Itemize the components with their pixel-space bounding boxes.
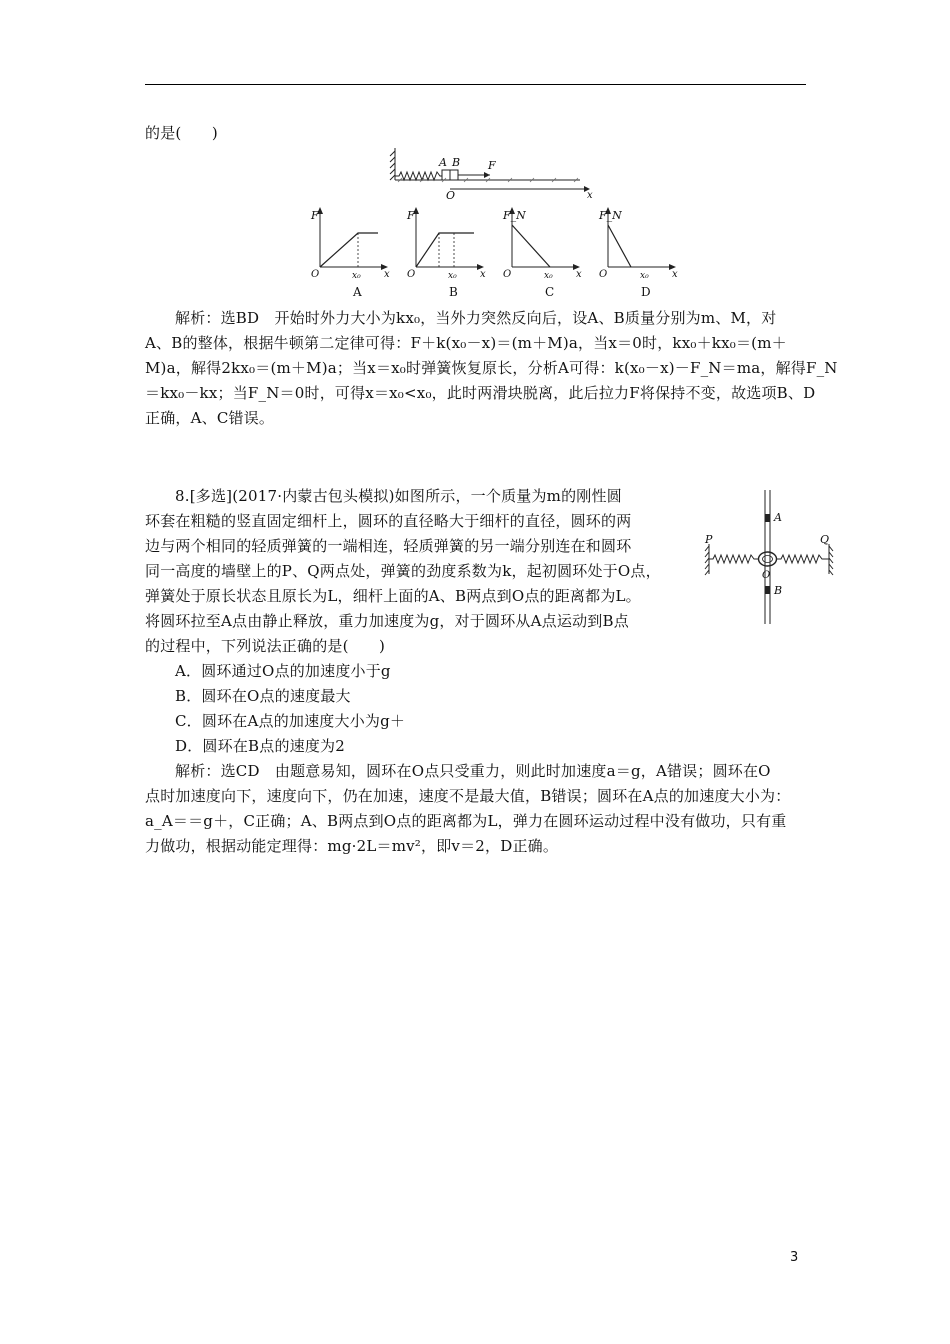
left-wall (705, 544, 709, 575)
q8-stem-line-2: 环套在粗糙的竖直固定细杆上，圆环的直径略大于细杆的直径，圆环的两 (145, 512, 632, 530)
graph-b-xlabel: x (480, 269, 486, 280)
q8-option-c: C．圆环在A点的加速度大小为g＋ (175, 712, 406, 730)
q8-stem-line-5: 弹簧处于原长状态且原长为L，细杆上面的A、B两点到O点的距离都为L。 (145, 587, 641, 605)
label-x: x (587, 190, 593, 201)
q7-solution-line-4: ＝kx₀－kx；当F_N＝0时，可得x＝x₀<x₀，此时两滑块脱离，此后拉力F将保持不变，故选项B、D (145, 384, 816, 402)
graph-c-tick: x₀ (544, 271, 553, 281)
graph-a-ylabel: F (311, 209, 319, 222)
option-d-label: D (641, 285, 651, 299)
q7-apparatus-figure (390, 145, 600, 200)
block-a (442, 170, 450, 180)
q8-solution-line-2: 点时加速度向下，速度向下，仍在加速，速度不是最大值，B错误；圆环在A点的加速度大小为： (145, 787, 791, 805)
label-b: B (774, 584, 783, 597)
graph-a-origin: O (311, 269, 320, 280)
graph-b-tick: x₀ (448, 271, 457, 281)
graph-a (310, 207, 390, 299)
graph-d-xlabel: x (672, 269, 678, 280)
q7-solution-line-1: 解析：选BD 开始时外力大小为kx₀，当外力突然反向后，设A、B质量分别为m、M，对 (175, 309, 777, 327)
right-wall (829, 544, 833, 575)
graph-c-xlabel: x (576, 269, 582, 280)
point-b-mark (765, 586, 770, 594)
label-b: B (452, 156, 461, 169)
label-o: O (762, 570, 771, 581)
left-spring (709, 555, 759, 563)
graph-d-ylabel: F_N (599, 209, 622, 222)
q8-figure (703, 488, 838, 628)
q7-graphs (308, 205, 678, 300)
page-number: 3 (790, 1250, 799, 1265)
q8-stem-line-7: 的过程中，下列说法正确的是( ) (145, 637, 386, 655)
option-b-label: B (449, 285, 458, 299)
spring (395, 172, 442, 180)
q8-stem-line-6: 将圆环拉至A点由静止释放，重力加速度为g，对于圆环从A点运动到B点 (145, 612, 629, 630)
graph-b-origin: O (407, 269, 416, 280)
q8-stem-line-4: 同一高度的墙壁上的P、Q两点处，弹簧的劲度系数为k，起初圆环处于O点， (145, 562, 661, 580)
q8-option-d: D．圆环在B点的速度为2 (175, 737, 345, 755)
q7-stem-tail: 的是( ) (145, 124, 218, 142)
vertical-rod (765, 490, 770, 624)
label-f: F (488, 159, 496, 172)
graph-c-ylabel: F_N (503, 209, 526, 222)
graph-d-tick: x₀ (640, 271, 649, 281)
right-spring (776, 555, 829, 563)
q7-solution-line-5: 正确，A、C错误。 (145, 409, 275, 427)
graph-a-tick: x₀ (352, 271, 361, 281)
graph-a-xlabel: x (384, 269, 390, 280)
point-a-mark (765, 514, 770, 522)
q8-solution-line-3: a_A＝＝g＋，C正确；A、B两点到O点的距离都为L，弹力在圆环运动过程中没有做功，只有重 (145, 812, 787, 830)
q8-solution-line-4: 力做功，根据动能定理得：mg·2L＝mv²，即v＝2，D正确。 (145, 837, 559, 855)
graph-b (406, 207, 486, 299)
block-b (450, 170, 458, 180)
label-q: Q (820, 533, 830, 546)
graph-c (502, 207, 582, 299)
q7-solution-line-2: A、B的整体，根据牛顿第二定律可得：F＋k(x₀－x)＝(m＋M)a，当x＝0时，kx₀＋kx₀＝(m＋ (145, 334, 787, 352)
q8-stem-line-3: 边与两个相同的轻质弹簧的一端相连，轻质弹簧的另一端分别连在和圆环 (145, 537, 632, 555)
ring (759, 552, 777, 566)
q8-option-b: B．圆环在O点的速度最大 (175, 687, 351, 705)
label-p: P (705, 533, 713, 546)
q7-solution-line-3: M)a，解得2kx₀＝(m＋M)a；当x＝x₀时弹簧恢复原长，分析A可得：k(x₀－x)－F_N＝ma，解得F_N (145, 359, 838, 377)
graph-b-ylabel: F (407, 209, 415, 222)
q8-option-a: A．圆环通过O点的加速度小于g (175, 662, 391, 680)
header-rule (145, 84, 806, 85)
option-a-label: A (353, 285, 362, 299)
label-o: O (446, 189, 456, 202)
graph-d-origin: O (599, 269, 608, 280)
graph-c-origin: O (503, 269, 512, 280)
graph-d (598, 207, 678, 299)
option-c-label: C (545, 285, 555, 299)
label-a: A (774, 511, 782, 524)
wall-hatch (390, 148, 395, 180)
q8-stem-line-1: 8.[多选](2017·内蒙古包头模拟)如图所示，一个质量为m的刚性圆 (175, 487, 622, 505)
q8-solution-line-1: 解析：选CD 由题意易知，圆环在O点只受重力，则此时加速度a＝g，A错误；圆环在O (175, 762, 771, 780)
label-a: A (439, 156, 447, 169)
